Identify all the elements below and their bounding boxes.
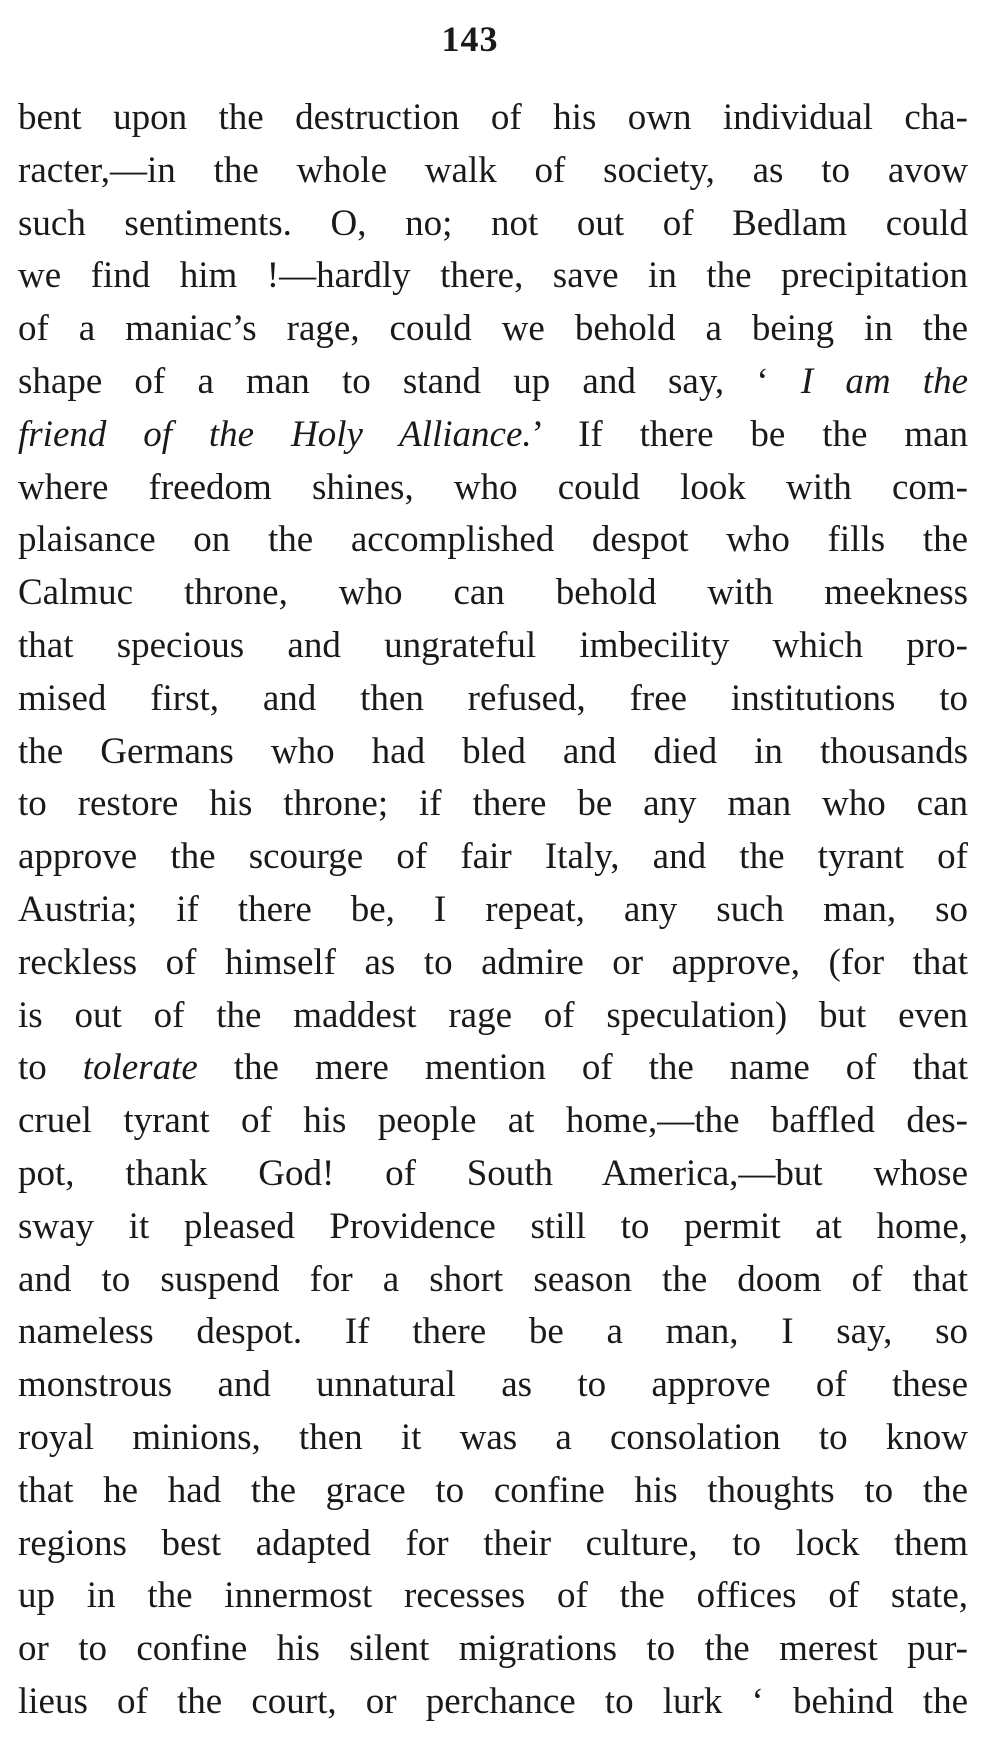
text-run: such sentiments. O, no; not out of Bedlam could <box>18 202 968 244</box>
text-line <box>18 1359 968 1412</box>
text-line <box>18 198 968 251</box>
text-line <box>18 620 968 673</box>
text-run: Calmuc throne, who can behold with meekness <box>18 572 968 614</box>
text-line <box>18 1570 968 1623</box>
text-run: and to suspend for a short season the doom of that <box>18 1258 968 1300</box>
text-run: is out of the maddest rage of speculation) but even <box>18 994 968 1036</box>
text-line <box>18 831 968 884</box>
text-run: or to confine his silent migrations to the merest pur- <box>18 1628 968 1670</box>
text-run: regions best adapted for their culture, to lock them <box>18 1522 968 1564</box>
text-line <box>18 1306 968 1359</box>
text-run: to restore his throne; if there be any man who can <box>18 783 968 825</box>
text-line <box>18 1095 968 1148</box>
text-line <box>18 1676 968 1729</box>
text-run: Austria; if there be, I repeat, any such man, so <box>18 888 968 930</box>
text-run: racter,—in the whole walk of society, as to avow <box>18 149 968 191</box>
text-line <box>18 1254 968 1307</box>
text-line <box>18 778 968 831</box>
text-run: sway it pleased Providence still to permit at home, <box>18 1205 968 1247</box>
text-line <box>18 356 968 409</box>
text-line <box>18 673 968 726</box>
page-number: 143 <box>441 19 499 59</box>
text-line <box>18 726 968 779</box>
text-line <box>18 937 968 990</box>
text-run: nameless despot. If there be a man, I say, so <box>18 1311 968 1353</box>
text-run: to <box>18 1047 83 1089</box>
text-line <box>18 990 968 1043</box>
text-run: mised first, and then refused, free institutions to <box>18 677 968 719</box>
text-line <box>18 1412 968 1465</box>
text-run: the Germans who had bled and died in thousands <box>18 730 968 772</box>
text-line <box>18 303 968 356</box>
text-run: reckless of himself as to admire or approve, (for that <box>18 941 968 983</box>
text-run: that he had the grace to confine his thoughts to the <box>18 1469 968 1511</box>
italic-text: friend of the Holy Alliance. <box>18 413 532 455</box>
text-run: up in the innermost recesses of the offices of state, <box>18 1575 968 1617</box>
text-line <box>18 1042 968 1095</box>
text-run: the mere mention of the name of that <box>197 1047 968 1089</box>
text-run: plaisance on the accomplished despot who fills the <box>18 519 968 561</box>
italic-text: I am the <box>800 360 968 402</box>
text-run: shape of a man to stand up and say, ‘ <box>18 360 801 402</box>
text-line <box>18 514 968 567</box>
italic-text: tolerate <box>82 1047 198 1089</box>
text-line <box>18 250 968 303</box>
text-line <box>18 1623 968 1676</box>
text-line <box>18 92 968 145</box>
text-run: lieus of the court, or perchance to lurk ‘ behind the <box>18 1680 968 1722</box>
text-line <box>18 1148 968 1201</box>
text-run: pot, thank God! of South America,—but whose <box>18 1152 968 1194</box>
text-line <box>18 1465 968 1518</box>
text-run: approve the scourge of fair Italy, and the tyrant of <box>18 836 968 878</box>
text-line <box>18 1201 968 1254</box>
text-line <box>18 145 968 198</box>
text-run: that specious and ungrateful imbecility which pro- <box>18 624 968 666</box>
text-line <box>18 409 968 462</box>
text-run: ’ If there be the man <box>531 413 968 455</box>
text-run: royal minions, then it was a consolation to know <box>18 1416 968 1458</box>
text-line <box>18 1518 968 1571</box>
text-line <box>18 567 968 620</box>
text-run: cruel tyrant of his people at home,—the baffled des- <box>18 1100 968 1142</box>
text-run: monstrous and unnatural as to approve of these <box>18 1364 968 1406</box>
text-run: of a maniac’s rage, could we behold a being in the <box>18 308 968 350</box>
text-run: bent upon the destruction of his own individual cha- <box>18 97 968 138</box>
text-line <box>18 462 968 515</box>
text-run: where freedom shines, who could look with com- <box>18 466 968 508</box>
text-run: we find him !—hardly there, save in the precipitation <box>18 255 968 297</box>
body-text <box>18 92 968 1729</box>
text-line <box>18 884 968 937</box>
